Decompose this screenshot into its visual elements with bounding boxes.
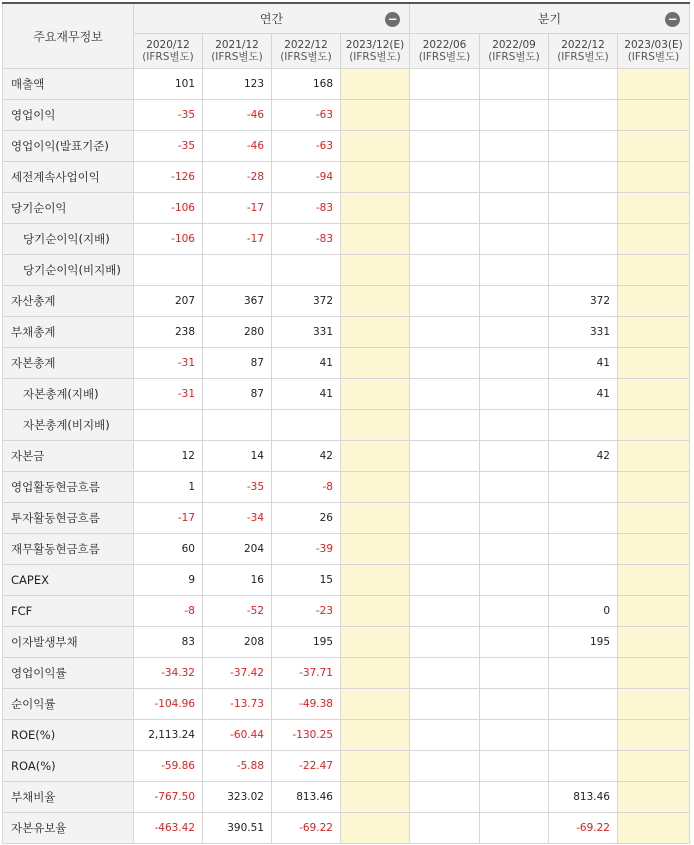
- table-row: [3, 813, 690, 844]
- table-cell: [203, 255, 272, 286]
- table-cell: -34: [203, 503, 272, 534]
- table-cell: [341, 410, 410, 441]
- table-cell: [480, 689, 549, 720]
- table-row: [3, 410, 690, 441]
- column-basis: (IFRS별도): [349, 51, 401, 63]
- table-cell: [480, 751, 549, 782]
- table-cell: [410, 658, 480, 689]
- table-cell: 60: [134, 534, 203, 565]
- column-period: 2022/06: [422, 39, 467, 51]
- table-cell: -63: [272, 131, 341, 162]
- row-label: ROE(%): [3, 720, 134, 751]
- table-cell: [410, 410, 480, 441]
- table-cell: [618, 317, 690, 348]
- column-header: [272, 34, 341, 69]
- table-cell: [618, 410, 690, 441]
- table-cell: 12: [134, 441, 203, 472]
- table-row: [3, 69, 690, 100]
- table-cell: [480, 596, 549, 627]
- row-label: CAPEX: [3, 565, 134, 596]
- table-cell: [410, 69, 480, 100]
- table-cell: 813.46: [272, 782, 341, 813]
- table-cell: 87: [203, 348, 272, 379]
- table-cell: -767.50: [134, 782, 203, 813]
- table-cell: [410, 689, 480, 720]
- table-cell: [410, 720, 480, 751]
- table-cell: [410, 317, 480, 348]
- table-cell: [549, 69, 618, 100]
- row-label: ROA(%): [3, 751, 134, 782]
- table-row: [3, 379, 690, 410]
- table-cell: [480, 69, 549, 100]
- annual-group-label: 연간: [259, 12, 284, 26]
- table-cell: -106: [134, 224, 203, 255]
- table-cell: [480, 813, 549, 844]
- table-row: [3, 286, 690, 317]
- table-cell: -63: [272, 100, 341, 131]
- table-cell: [341, 565, 410, 596]
- column-period: 2022/12: [561, 39, 605, 51]
- table-cell: -35: [134, 131, 203, 162]
- table-row: [3, 162, 690, 193]
- table-cell: [410, 162, 480, 193]
- table-cell: [480, 286, 549, 317]
- table-cell: 204: [203, 534, 272, 565]
- corner-header: 주요재무정보: [3, 3, 134, 69]
- annual-group-header: [134, 3, 410, 34]
- table-cell: [549, 720, 618, 751]
- table-cell: [480, 472, 549, 503]
- table-cell: [549, 224, 618, 255]
- table-cell: [480, 503, 549, 534]
- row-label: 영업이익률: [3, 658, 134, 689]
- table-cell: [341, 720, 410, 751]
- table-cell: -23: [272, 596, 341, 627]
- table-cell: [341, 193, 410, 224]
- column-header: [134, 34, 203, 69]
- table-cell: [549, 534, 618, 565]
- table-cell: [341, 472, 410, 503]
- table-cell: 331: [549, 317, 618, 348]
- column-period: 2022/12: [284, 39, 328, 51]
- table-cell: [480, 534, 549, 565]
- table-cell: [618, 379, 690, 410]
- table-cell: [618, 658, 690, 689]
- table-cell: -49.38: [272, 689, 341, 720]
- table-cell: -69.22: [272, 813, 341, 844]
- table-row: [3, 193, 690, 224]
- table-row: [3, 751, 690, 782]
- row-label: 매출액: [3, 69, 134, 100]
- table-row: [3, 441, 690, 472]
- table-cell: -17: [134, 503, 203, 534]
- column-header: [410, 34, 480, 69]
- table-cell: 2,113.24: [134, 720, 203, 751]
- table-cell: [410, 100, 480, 131]
- table-cell: [480, 627, 549, 658]
- table-cell: [134, 410, 203, 441]
- table-cell: 41: [549, 379, 618, 410]
- row-label: 세전계속사업이익: [3, 162, 134, 193]
- table-cell: 813.46: [549, 782, 618, 813]
- column-basis: (IFRS별도): [627, 51, 680, 63]
- table-cell: 87: [203, 379, 272, 410]
- table-cell: [618, 69, 690, 100]
- table-cell: 195: [549, 627, 618, 658]
- row-label: 순이익률: [3, 689, 134, 720]
- table-row: [3, 534, 690, 565]
- table-cell: -34.32: [134, 658, 203, 689]
- table-cell: 0: [549, 596, 618, 627]
- table-cell: -46: [203, 100, 272, 131]
- table-row: [3, 503, 690, 534]
- table-cell: [341, 658, 410, 689]
- table-cell: [618, 472, 690, 503]
- column-basis: (IFRS별도): [280, 51, 332, 63]
- table-row: [3, 689, 690, 720]
- column-header: [480, 34, 549, 69]
- table-cell: [410, 441, 480, 472]
- row-label: 영업이익: [3, 100, 134, 131]
- table-cell: [618, 286, 690, 317]
- table-cell: [480, 224, 549, 255]
- table-cell: [480, 193, 549, 224]
- row-label: 부채비율: [3, 782, 134, 813]
- table-cell: [618, 348, 690, 379]
- table-cell: 41: [272, 348, 341, 379]
- table-cell: 16: [203, 565, 272, 596]
- table-cell: [618, 534, 690, 565]
- table-cell: 323.02: [203, 782, 272, 813]
- table-cell: 15: [272, 565, 341, 596]
- table-cell: [549, 565, 618, 596]
- table-cell: -83: [272, 224, 341, 255]
- column-period: 2020/12: [146, 39, 190, 51]
- financial-summary-table: [2, 2, 690, 844]
- table-cell: [618, 813, 690, 844]
- table-cell: [618, 162, 690, 193]
- row-label: 영업이익(발표기준): [3, 131, 134, 162]
- table-cell: 42: [549, 441, 618, 472]
- table-cell: [549, 689, 618, 720]
- table-cell: 372: [272, 286, 341, 317]
- table-row: [3, 658, 690, 689]
- table-row: [3, 131, 690, 162]
- table-cell: 372: [549, 286, 618, 317]
- table-cell: [341, 441, 410, 472]
- table-cell: -52: [203, 596, 272, 627]
- table-cell: -104.96: [134, 689, 203, 720]
- table-cell: -17: [203, 224, 272, 255]
- table-cell: 123: [203, 69, 272, 100]
- column-basis: (IFRS별도): [488, 51, 540, 63]
- table-cell: [341, 782, 410, 813]
- table-cell: [618, 131, 690, 162]
- quarter-group-header: [410, 3, 690, 34]
- row-label: 자본총계(비지배): [3, 410, 134, 441]
- table-cell: [549, 162, 618, 193]
- column-basis: (IFRS별도): [557, 51, 609, 63]
- table-cell: [549, 472, 618, 503]
- table-cell: [341, 503, 410, 534]
- table-cell: 207: [134, 286, 203, 317]
- table-cell: [618, 503, 690, 534]
- table-cell: 26: [272, 503, 341, 534]
- table-cell: 195: [272, 627, 341, 658]
- table-cell: -83: [272, 193, 341, 224]
- table-row: [3, 782, 690, 813]
- table-cell: [480, 317, 549, 348]
- table-cell: [480, 348, 549, 379]
- table-cell: [480, 255, 549, 286]
- table-row: [3, 596, 690, 627]
- table-cell: [549, 658, 618, 689]
- table-cell: [203, 410, 272, 441]
- table-cell: 208: [203, 627, 272, 658]
- table-cell: [618, 689, 690, 720]
- row-label: 재무활동현금흐름: [3, 534, 134, 565]
- table-cell: -8: [272, 472, 341, 503]
- table-cell: [410, 782, 480, 813]
- table-cell: [480, 441, 549, 472]
- table-cell: -126: [134, 162, 203, 193]
- table-cell: -463.42: [134, 813, 203, 844]
- table-row: [3, 627, 690, 658]
- table-cell: [549, 751, 618, 782]
- row-label: 당기순이익(지배): [3, 224, 134, 255]
- table-cell: [410, 813, 480, 844]
- table-cell: -35: [134, 100, 203, 131]
- table-cell: [410, 131, 480, 162]
- table-cell: 9: [134, 565, 203, 596]
- table-cell: [410, 193, 480, 224]
- table-cell: [272, 410, 341, 441]
- table-cell: [341, 131, 410, 162]
- table-cell: [480, 379, 549, 410]
- table-cell: [134, 255, 203, 286]
- row-label: 부채총계: [3, 317, 134, 348]
- row-label: 자본총계(지배): [3, 379, 134, 410]
- row-label: 이자발생부채: [3, 627, 134, 658]
- annual-collapse-icon[interactable]: −: [385, 12, 400, 27]
- row-label: 자본금: [3, 441, 134, 472]
- table-cell: [410, 751, 480, 782]
- table-cell: -35: [203, 472, 272, 503]
- table-cell: [410, 534, 480, 565]
- table-cell: [341, 162, 410, 193]
- table-row: [3, 255, 690, 286]
- table-cell: [480, 782, 549, 813]
- table-cell: [341, 255, 410, 286]
- quarter-collapse-icon[interactable]: −: [665, 12, 680, 27]
- column-period: 2023/12(E): [345, 39, 405, 51]
- table-cell: -106: [134, 193, 203, 224]
- table-cell: -37.42: [203, 658, 272, 689]
- table-cell: -59.86: [134, 751, 203, 782]
- table-cell: [341, 627, 410, 658]
- table-cell: [410, 596, 480, 627]
- row-label: 자본총계: [3, 348, 134, 379]
- table-cell: -46: [203, 131, 272, 162]
- table-row: [3, 348, 690, 379]
- column-period: 2021/12: [215, 39, 259, 51]
- table-cell: 238: [134, 317, 203, 348]
- table-cell: [410, 224, 480, 255]
- table-cell: 331: [272, 317, 341, 348]
- table-cell: -31: [134, 379, 203, 410]
- table-cell: 1: [134, 472, 203, 503]
- table-cell: [480, 162, 549, 193]
- table-cell: [618, 565, 690, 596]
- table-cell: [618, 720, 690, 751]
- table-cell: [549, 100, 618, 131]
- table-cell: -37.71: [272, 658, 341, 689]
- table-cell: -60.44: [203, 720, 272, 751]
- table-cell: [549, 503, 618, 534]
- table-row: [3, 224, 690, 255]
- table-cell: -39: [272, 534, 341, 565]
- row-label: 당기순이익(비지배): [3, 255, 134, 286]
- table-cell: [618, 627, 690, 658]
- quarter-group-label: 분기: [537, 12, 562, 26]
- table-cell: [341, 286, 410, 317]
- row-label: 당기순이익: [3, 193, 134, 224]
- column-header: [341, 34, 410, 69]
- table-cell: [618, 100, 690, 131]
- column-period: 2022/09: [492, 39, 536, 51]
- row-label: 자산총계: [3, 286, 134, 317]
- table-cell: -5.88: [203, 751, 272, 782]
- table-cell: [480, 565, 549, 596]
- table-cell: [410, 565, 480, 596]
- table-cell: -8: [134, 596, 203, 627]
- column-header: [549, 34, 618, 69]
- column-header: [618, 34, 690, 69]
- table-cell: -69.22: [549, 813, 618, 844]
- table-cell: 83: [134, 627, 203, 658]
- table-cell: [549, 255, 618, 286]
- table-cell: -94: [272, 162, 341, 193]
- table-cell: [480, 410, 549, 441]
- table-cell: [618, 441, 690, 472]
- table-cell: [341, 689, 410, 720]
- table-cell: [480, 100, 549, 131]
- table-cell: [272, 255, 341, 286]
- table-cell: [549, 131, 618, 162]
- table-cell: [341, 379, 410, 410]
- table-cell: [341, 813, 410, 844]
- table-cell: [618, 193, 690, 224]
- row-label: 투자활동현금흐름: [3, 503, 134, 534]
- row-label: 영업활동현금흐름: [3, 472, 134, 503]
- table-row: [3, 565, 690, 596]
- table-row: [3, 100, 690, 131]
- table-cell: [341, 348, 410, 379]
- table-cell: 367: [203, 286, 272, 317]
- table-cell: [410, 379, 480, 410]
- row-label: FCF: [3, 596, 134, 627]
- column-basis: (IFRS별도): [142, 51, 194, 63]
- column-basis: (IFRS별도): [211, 51, 263, 63]
- column-header: [203, 34, 272, 69]
- table-cell: -22.47: [272, 751, 341, 782]
- table-cell: [410, 348, 480, 379]
- table-cell: [549, 193, 618, 224]
- table-cell: -13.73: [203, 689, 272, 720]
- table-row: [3, 472, 690, 503]
- table-cell: [480, 658, 549, 689]
- row-label: 자본유보율: [3, 813, 134, 844]
- table-cell: 41: [272, 379, 341, 410]
- table-cell: [341, 534, 410, 565]
- table-cell: [618, 751, 690, 782]
- table-cell: [480, 720, 549, 751]
- table-cell: [410, 503, 480, 534]
- table-body: [3, 69, 690, 844]
- table-row: [3, 317, 690, 348]
- table-cell: [410, 286, 480, 317]
- table-cell: [618, 782, 690, 813]
- table-cell: 390.51: [203, 813, 272, 844]
- table-cell: 168: [272, 69, 341, 100]
- table-cell: -130.25: [272, 720, 341, 751]
- table-cell: -31: [134, 348, 203, 379]
- table-cell: 101: [134, 69, 203, 100]
- table-cell: -28: [203, 162, 272, 193]
- column-period: 2023/03(E): [624, 39, 683, 51]
- table-cell: [410, 627, 480, 658]
- table-row: [3, 720, 690, 751]
- table-cell: 280: [203, 317, 272, 348]
- column-basis: (IFRS별도): [418, 51, 471, 63]
- table-cell: 14: [203, 441, 272, 472]
- table-cell: -17: [203, 193, 272, 224]
- table-cell: [618, 224, 690, 255]
- table-cell: [549, 410, 618, 441]
- table-cell: 42: [272, 441, 341, 472]
- table-cell: [618, 255, 690, 286]
- table-cell: [410, 472, 480, 503]
- table-cell: [341, 100, 410, 131]
- table-cell: [341, 224, 410, 255]
- table-cell: [341, 317, 410, 348]
- table-cell: [618, 596, 690, 627]
- table-cell: 41: [549, 348, 618, 379]
- table-cell: [341, 596, 410, 627]
- table-cell: [341, 69, 410, 100]
- table-cell: [341, 751, 410, 782]
- table-cell: [410, 255, 480, 286]
- table-cell: [480, 131, 549, 162]
